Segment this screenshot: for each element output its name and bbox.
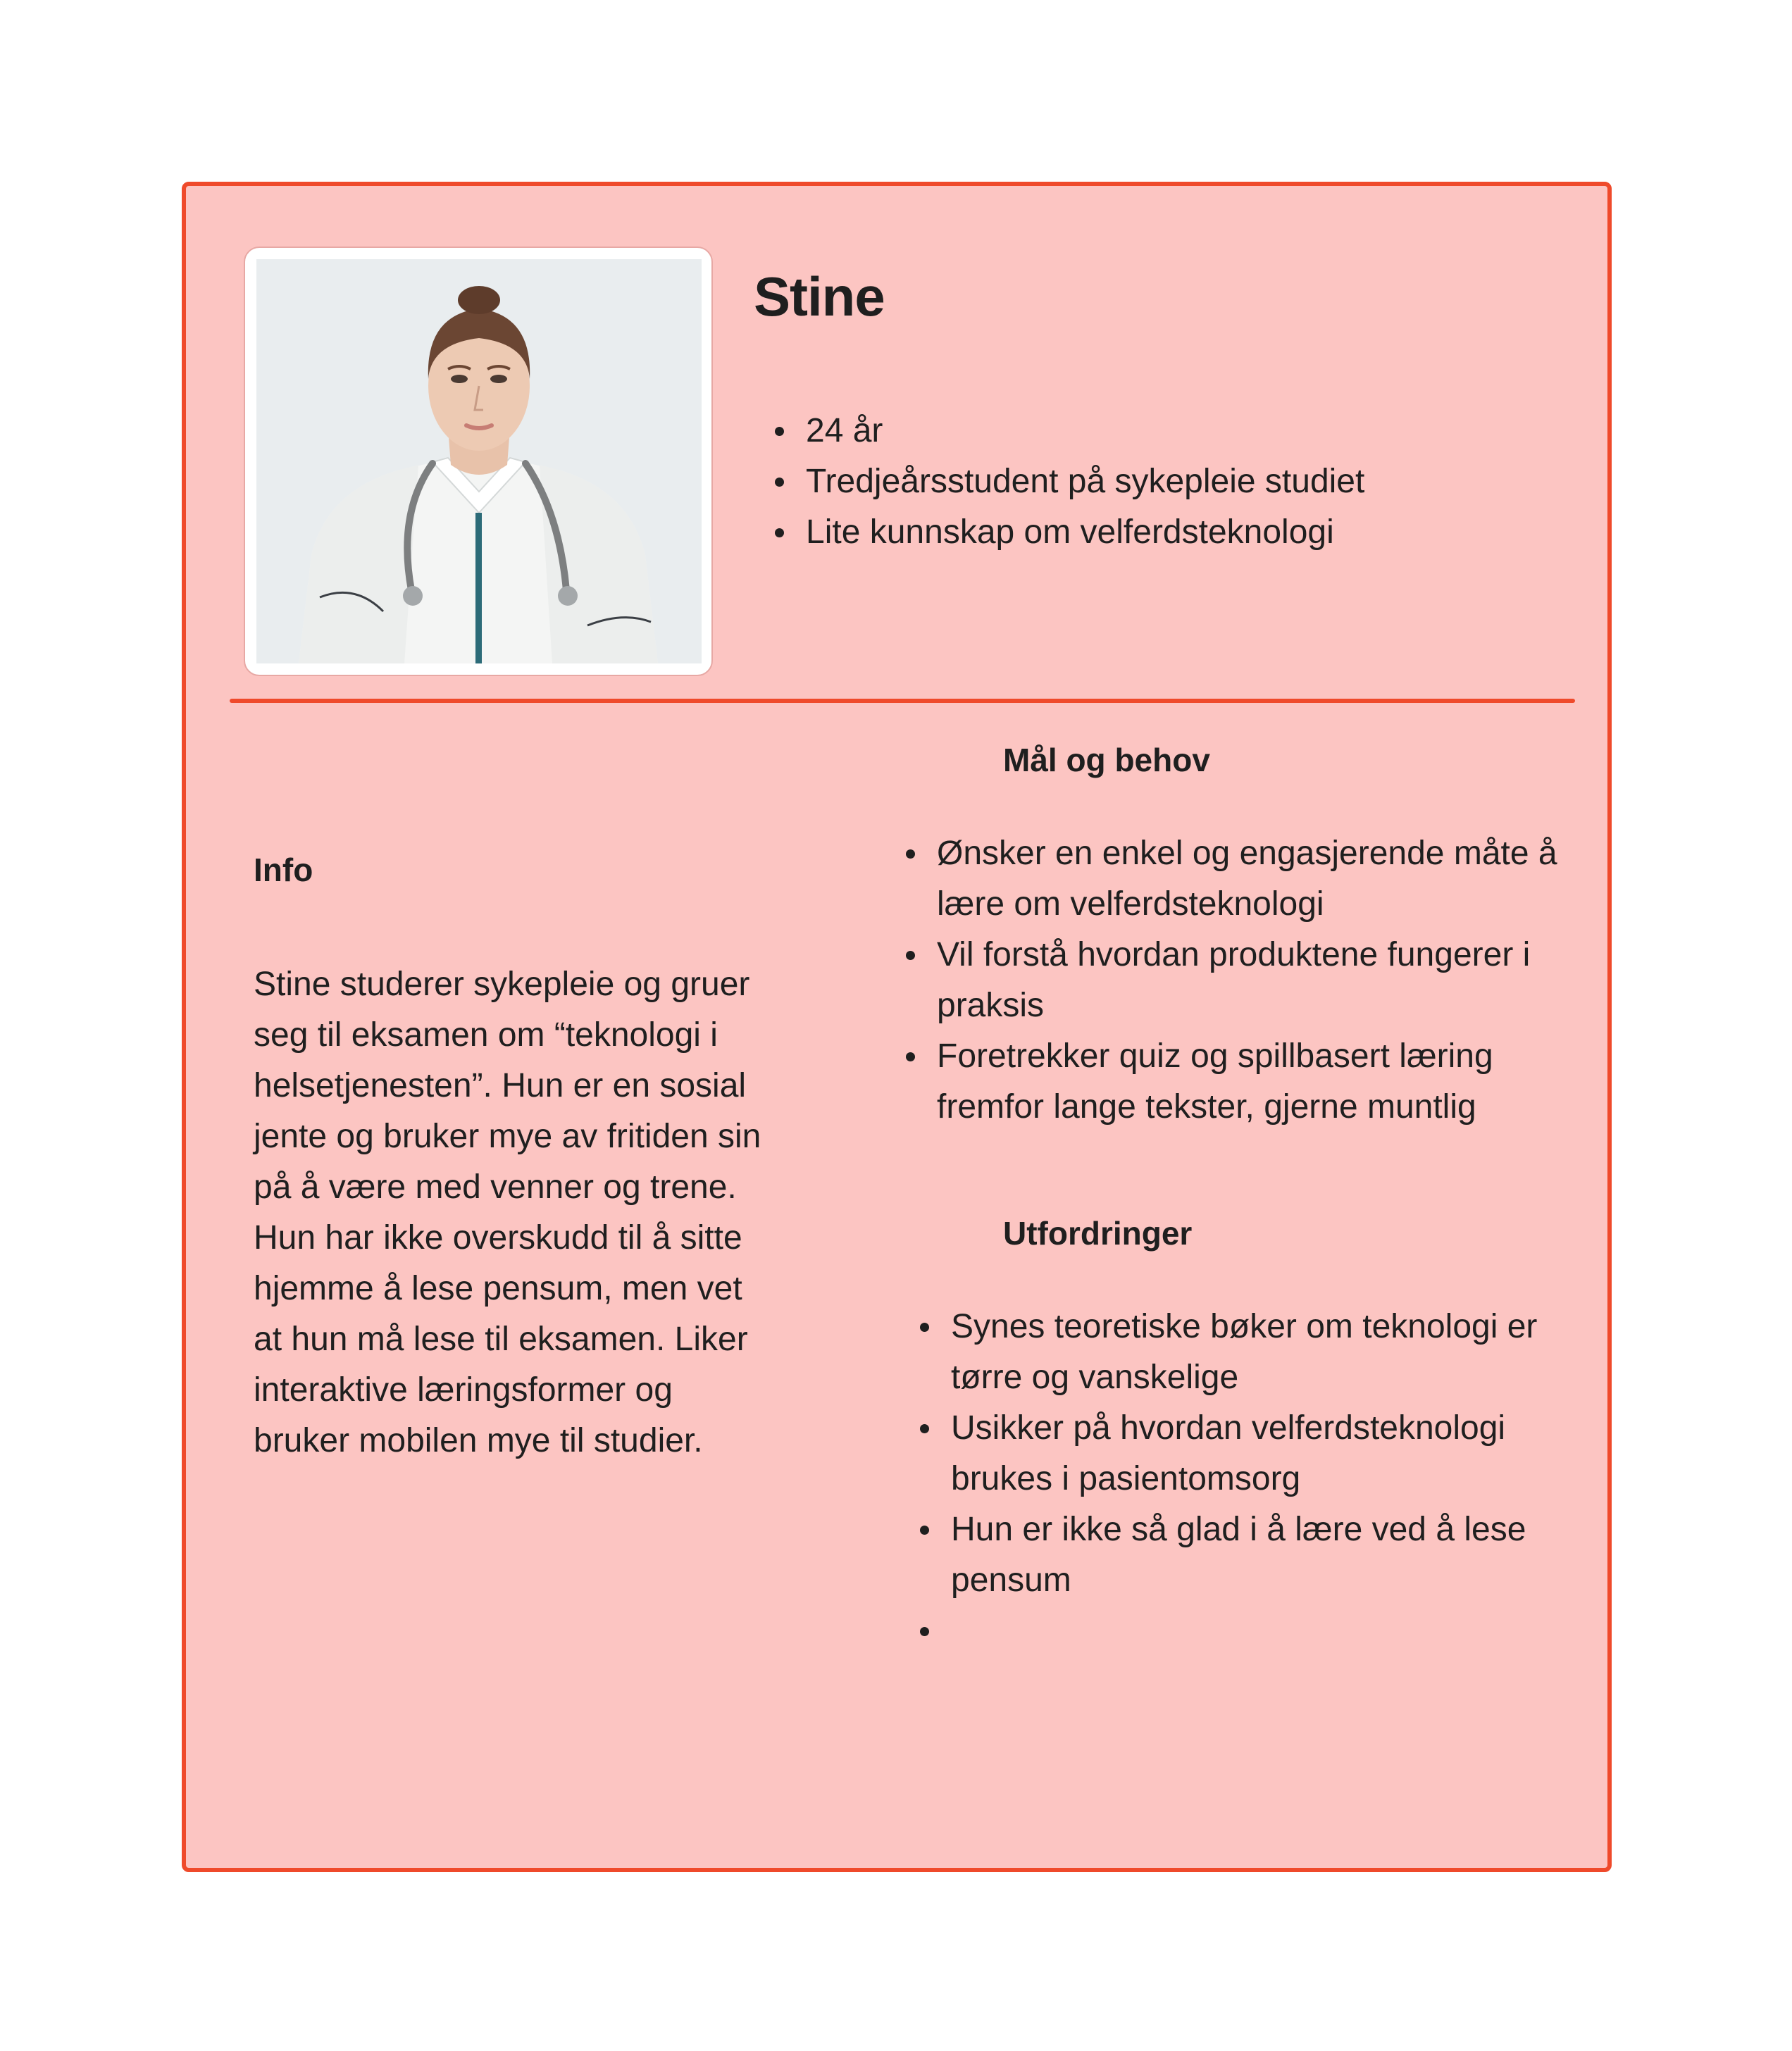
goals-list [937,828,1564,1133]
persona-photo [256,259,702,663]
section-divider [230,699,1575,703]
challenges-heading: Utfordringer [1003,1215,1193,1252]
fact-item: Tredjeårsstudent på sykepleie studiet [806,456,1364,507]
fact-item: Lite kunnskap om velferdsteknologi [806,507,1364,558]
goal-item: Ønsker en enkel og engasjerende måte å lære om velferdsteknologi [937,828,1564,930]
nurse-portrait-image [256,259,702,663]
info-text: Stine studerer sykepleie og gruer seg til eksamen om “teknologi i helsetjenesten”. Hun er en sosial jente og bruker mye av fritiden sin på å være med venner og trene. Hun har ikke overskudd til å sitte hjemme å lese pensum, men vet at hun må lese til eksamen. Liker interaktive læringsformer og bruker mobilen mye til studier. [254,966,761,1459]
persona-photo-frame [244,247,713,676]
persona-name: Stine [754,266,885,328]
challenge-item: Hun er ikke så glad i å lære ved å lese pensum [951,1504,1564,1606]
info-heading: Info [254,852,313,888]
challenge-item: Synes teoretiske bøker om teknologi er tørre og vanskelige [951,1302,1564,1403]
goal-item: Vil forstå hvordan produktene fungerer i praksis [937,930,1564,1031]
persona-facts-list [806,406,1364,558]
goal-item: Foretrekker quiz og spillbasert læring fremfor lange tekster, gjerne muntlig [937,1031,1564,1133]
fact-item: 24 år [806,406,1364,456]
challenge-item-empty [951,1606,1564,1657]
challenge-item: Usikker på hvordan velferdsteknologi brukes i pasientomsorg [951,1403,1564,1504]
challenges-list [951,1302,1564,1657]
goals-heading: Mål og behov [1003,742,1210,778]
persona-card [182,182,1612,1872]
